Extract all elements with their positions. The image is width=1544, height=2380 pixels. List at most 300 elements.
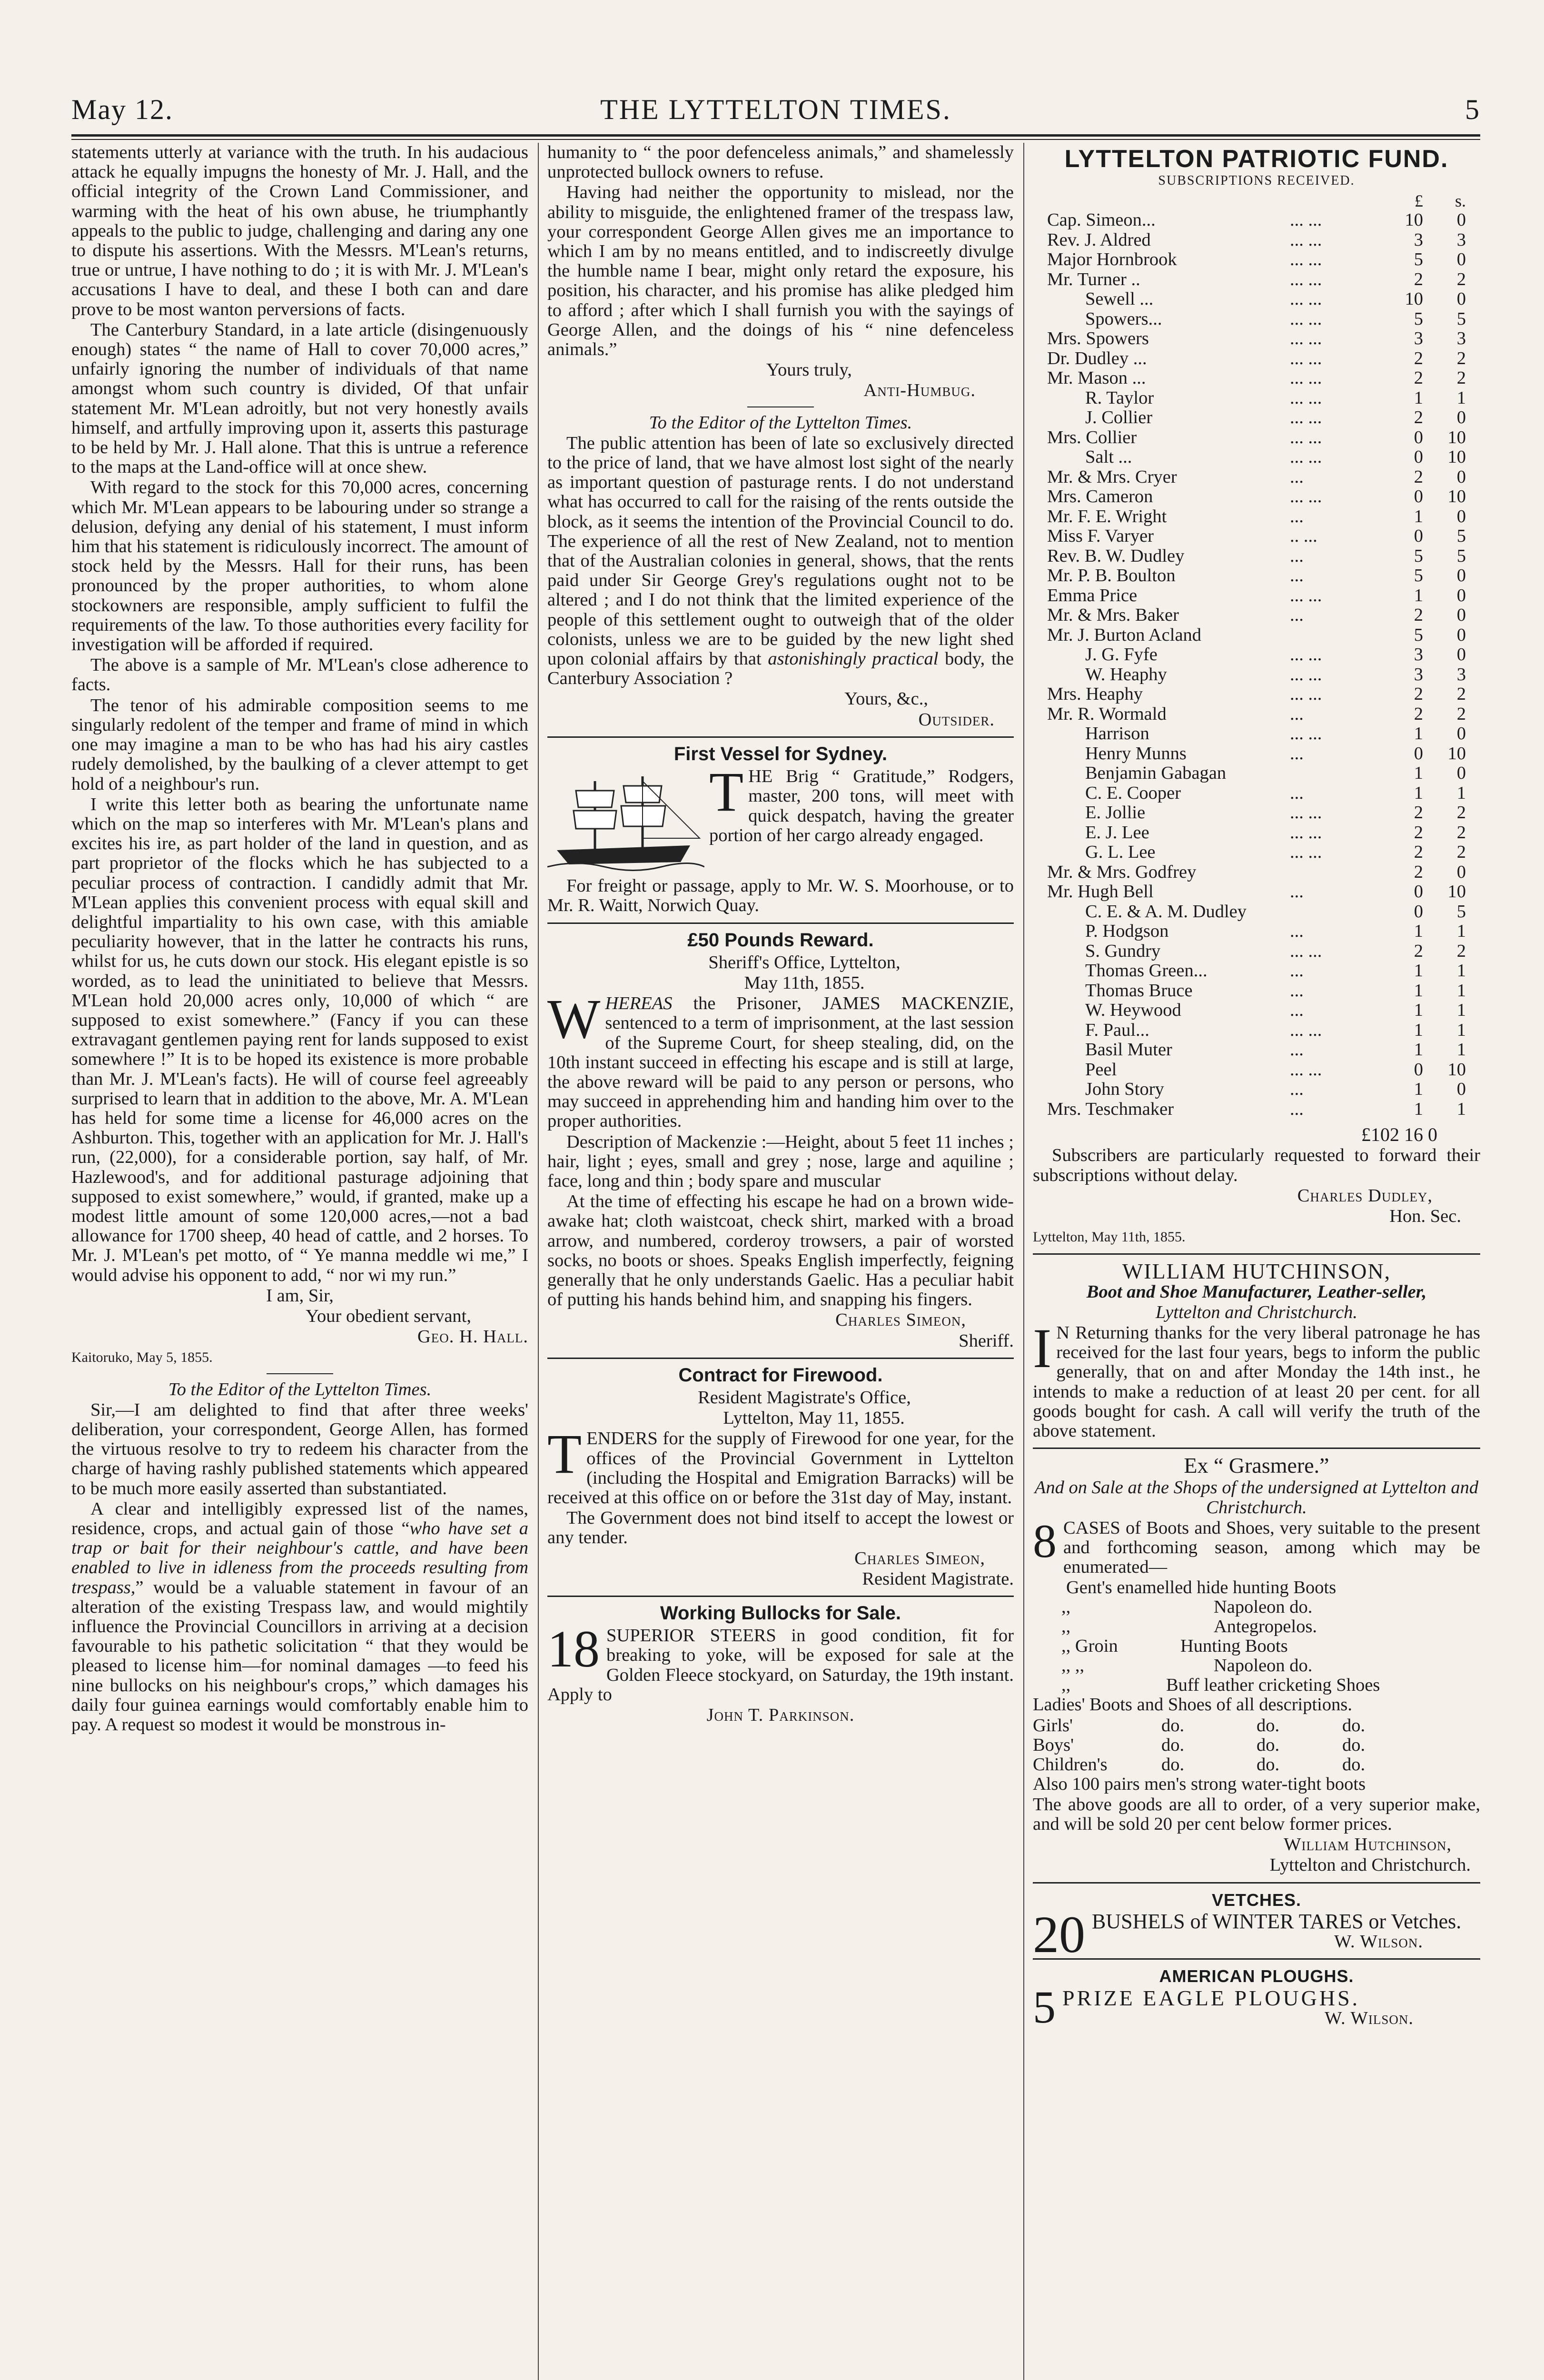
- fund-amount-pounds: 3: [1414, 328, 1423, 349]
- fund-amount-pounds: 0: [1414, 882, 1423, 902]
- fund-amount-shillings: 10: [1447, 486, 1466, 507]
- fund-amount-shillings: 0: [1456, 1079, 1466, 1100]
- dropcap: T: [709, 761, 744, 823]
- fund-amount-pounds: 1: [1414, 1079, 1423, 1100]
- ad-reward-title: Sheriff.: [959, 1330, 1014, 1351]
- fund-subscriber-name: Mr. F. E. Wright: [1047, 506, 1167, 526]
- fund-subscriber-name: Mr. J. Burton Acland: [1047, 625, 1202, 645]
- fund-amount-pounds: 2: [1414, 822, 1423, 843]
- fund-subscriber-name: Mr. & Mrs. Cryer: [1047, 466, 1177, 487]
- fund-amount-shillings: 0: [1456, 585, 1466, 605]
- letter-signature-outsider: Outsider.: [918, 709, 995, 730]
- ad-reward-description: Description of Mackenzie :—Height, about 5 feet 11 inches ; hair, light ; eyes, small and grey ; nose, large and aquiline ; face, long and thin ; body spare and muscular: [547, 1131, 1014, 1191]
- fund-amount-shillings: 1: [1456, 1000, 1466, 1021]
- fund-leader-dots: ...: [1290, 961, 1304, 981]
- ad-ploughs-signature: W. Wilson.: [1325, 2008, 1414, 2028]
- fund-amount-pounds: 2: [1414, 941, 1423, 961]
- fund-amount-pounds: 0: [1414, 486, 1423, 507]
- fund-leader-dots: ...: [1290, 1000, 1304, 1021]
- letter-hall-p5: The tenor of his admirable composition seems to me singularly redolent of the temper and frame of mind in which one may imagine a man to be who has had his airy castles rudely demolished, by the baulking of a clever attempt to get hold of a neighbour's run.: [71, 695, 528, 794]
- fund-row: [1033, 388, 1480, 408]
- fund-amount-pounds: 10: [1405, 210, 1423, 230]
- ad-grasmere-ladies: Ladies' Boots and Shoes of all descriptions.: [1033, 1695, 1352, 1715]
- fund-amount-pounds: 10: [1405, 289, 1423, 309]
- letter-outsider-body: [547, 434, 1014, 689]
- fund-subscriber-name: Basil Muter: [1085, 1040, 1172, 1060]
- ad-grasmere-signature: William Hutchinson,: [1284, 1835, 1452, 1855]
- fund-subscriber-name: F. Paul...: [1085, 1020, 1149, 1040]
- ad-reward-date: May 11th, 1855.: [744, 972, 865, 993]
- goods-cell: Children's: [1033, 1754, 1108, 1775]
- fund-amount-shillings: 2: [1456, 822, 1466, 843]
- ad-sydney-contact: For freight or passage, apply to Mr. W. S. Moorhouse, or to Mr. R. Waitt, Norwich Quay.: [547, 876, 1014, 916]
- ad-firewood-office: Resident Magistrate's Office,: [698, 1387, 911, 1408]
- ad-ploughs-body: PRIZE EAGLE PLOUGHS.: [1062, 1985, 1360, 2010]
- fund-subscriber-name: Mr. & Mrs. Baker: [1047, 605, 1179, 625]
- fund-leader-dots: ... ...: [1290, 249, 1322, 270]
- letter-anti-humbug-p1: Sir,—I am delighted to find that after three weeks' deliberation, your correspondent, George Allen, has formed the virtuous resolve to try to redeem his character from the charge of having rashly published statements which appeared to be much more easily asserted than substantiated.: [71, 1399, 528, 1498]
- fund-subscriber-name: Mrs. Heaphy: [1047, 684, 1143, 704]
- fund-leader-dots: ...: [1290, 565, 1304, 586]
- fund-leader-dots: ...: [1290, 545, 1304, 566]
- fund-amount-pounds: 2: [1414, 803, 1423, 823]
- ad-divider: [547, 922, 1014, 924]
- letter-italic: astonishingly practical: [768, 649, 939, 669]
- fund-amount-pounds: 3: [1414, 229, 1423, 250]
- fund-subscriber-name: Thomas Bruce: [1085, 980, 1193, 1001]
- fund-row: [1033, 704, 1480, 724]
- fund-amount-shillings: 0: [1456, 565, 1466, 586]
- fund-amount-pounds: 2: [1414, 605, 1423, 625]
- goods-item-prefix: ,,: [1061, 1616, 1071, 1637]
- goods-item-desc: Antegropelos.: [1214, 1616, 1317, 1637]
- goods-cell: do.: [1342, 1735, 1366, 1755]
- fund-subscriber-name: E. J. Lee: [1085, 822, 1149, 843]
- fund-row: [1033, 724, 1480, 744]
- ad-grasmere-note: The above goods are all to order, of a very superior make, and will be sold 20 per cent below former prices.: [1033, 1794, 1480, 1835]
- fund-amount-pounds: 1: [1414, 585, 1423, 605]
- ad-vetches-signature: W. Wilson.: [1334, 1932, 1423, 1952]
- column-divider-1: [538, 143, 539, 2380]
- ad-hutchinson-place: Lyttelton and Christchurch.: [1155, 1302, 1358, 1322]
- fund-leader-dots: ... ...: [1290, 803, 1322, 823]
- ad-reward-text: the Prisoner, JAMES MACKENZIE, sentenced to a term of imprisonment, at the last session of the Supreme Court, for sheep stealing, did, on the 10th instant succeed in effecting his escape and is still at large, the above reward will be paid to any person or persons, who may succeed in apprehending him and handing him over to the proper authorities.: [547, 993, 1014, 1131]
- fund-amount-pounds: 5: [1414, 565, 1423, 586]
- ad-ploughs-notice: [1033, 1981, 1480, 2033]
- fund-row: [1033, 566, 1480, 586]
- fund-amount-pounds: 2: [1414, 368, 1423, 388]
- ad-divider: [1033, 1882, 1480, 1884]
- letter-heading-editor: To the Editor of the Lyttelton Times.: [168, 1379, 432, 1399]
- fund-amount-pounds: 1: [1414, 1020, 1423, 1040]
- goods-item: [1033, 1676, 1480, 1695]
- fund-subscriber-name: Miss F. Varyer: [1047, 526, 1154, 546]
- letter-hall-p3: With regard to the stock for this 70,000 acres, concerning which Mr. M'Lean appears to be labouring under so strange a delusion, defying any denial of his statement, I must inform him that his statement is ridiculously incorrect. The amount of stock held by the Messrs. Hall for their runs, has been pronounced by the proper authorities, to whom alone stockowners are responsible, amply sufficient to fulfil the requirements of the law. To those authorities every facility for investigation will be afforded if required.: [71, 477, 528, 655]
- goods-cell: do.: [1257, 1754, 1280, 1775]
- fund-leader-dots: ...: [1290, 1040, 1304, 1060]
- goods-cell: do.: [1342, 1715, 1366, 1735]
- fund-subscriber-name: Mr. Hugh Bell: [1047, 882, 1154, 902]
- issue-date: May 12.: [71, 94, 173, 125]
- fund-subscriber-name: Cap. Simeon...: [1047, 210, 1156, 230]
- fund-amount-shillings: 2: [1456, 704, 1466, 724]
- fund-subscriber-name: C. E. Cooper: [1085, 783, 1181, 803]
- sailing-ship-icon: [547, 767, 704, 876]
- goods-item-desc: Napoleon do.: [1214, 1597, 1313, 1617]
- fund-amount-shillings: 0: [1456, 862, 1466, 882]
- fund-header-pounds: £: [1415, 191, 1423, 211]
- fund-amount-shillings: 3: [1456, 328, 1466, 349]
- ad-vetches-number: 20: [1033, 1905, 1085, 1964]
- fund-row: [1033, 1080, 1480, 1100]
- fund-subscriber-name: Major Hornbrook: [1047, 249, 1177, 270]
- fund-amount-pounds: 2: [1414, 862, 1423, 882]
- letter-hall-p4: The above is a sample of Mr. M'Lean's close adherence to facts.: [71, 655, 528, 695]
- ad-grasmere-subheading: And on Sale at the Shops of the undersigned at Lyttelton and Christchurch.: [1034, 1478, 1479, 1517]
- fund-total: [1033, 1124, 1480, 1146]
- fund-leader-dots: ...: [1290, 506, 1304, 526]
- fund-amount-shillings: 2: [1456, 803, 1466, 823]
- fund-amount-shillings: 0: [1456, 466, 1466, 487]
- fund-subscriber-name: Spowers...: [1085, 308, 1162, 329]
- fund-signature-title: Hon. Sec.: [1389, 1206, 1461, 1227]
- ad-reward-whereas: HEREAS: [605, 993, 673, 1014]
- fund-subscriber-name: Mr. Turner ..: [1047, 269, 1140, 289]
- fund-amount-pounds: 2: [1414, 842, 1423, 863]
- fund-leader-dots: ... ...: [1290, 664, 1322, 684]
- ad-hutchinson-name: WILLIAM HUTCHINSON,: [1122, 1259, 1391, 1284]
- ad-firewood-signature: Charles Simeon,: [854, 1548, 985, 1568]
- fund-amount-shillings: 2: [1456, 269, 1466, 289]
- ad-firewood-notice: [547, 1423, 1014, 1507]
- ad-ploughs-number: 5: [1033, 1981, 1056, 2033]
- ad-hutchinson-trade: Boot and Shoe Manufacturer, Leather-seller,: [1086, 1281, 1427, 1302]
- fund-subscriber-name: W. Heywood: [1085, 1000, 1181, 1021]
- column-2: [547, 143, 1014, 1726]
- ad-bullocks-signature: John T. Parkinson.: [706, 1705, 855, 1726]
- fund-leader-dots: ...: [1290, 743, 1304, 764]
- fund-leader-dots: ...: [1290, 783, 1304, 803]
- fund-row: [1033, 823, 1480, 843]
- fund-row: [1033, 645, 1480, 665]
- fund-row: [1033, 309, 1480, 329]
- goods-item-desc: Napoleon do.: [1214, 1656, 1313, 1676]
- ad-bullocks-number: 18: [547, 1620, 600, 1678]
- ad-firewood-body: ENDERS for the supply of Firewood for one year, for the offices of the Provincial Government in Lyttelton (including the Hospital and Emigration Barracks) will be received at this office on or before the 31st day of May, instant.: [547, 1428, 1014, 1507]
- fund-subtitle: SUBSCRIPTIONS RECEIVED.: [1158, 173, 1355, 188]
- fund-amount-pounds: 0: [1414, 427, 1423, 447]
- ad-bullocks-body: SUPERIOR STEERS in good condition, fit for breaking to yoke, will be exposed for sale at the Golden Fleece stockyard, on Saturday, the 19th instant. Apply to: [547, 1626, 1014, 1705]
- fund-amount-shillings: 1: [1456, 387, 1466, 408]
- fund-leader-dots: ...: [1290, 980, 1304, 1001]
- goods-row: [1033, 1735, 1480, 1755]
- fund-leader-dots: ...: [1290, 1099, 1304, 1119]
- fund-leader-dots: ...: [1290, 605, 1304, 625]
- fund-amount-shillings: 0: [1456, 605, 1466, 625]
- ad-grasmere-also: Also 100 pairs men's strong water-tight boots: [1033, 1774, 1366, 1794]
- fund-date: Lyttelton, May 11th, 1855.: [1033, 1229, 1186, 1245]
- ad-divider: [547, 1596, 1014, 1597]
- letter-anti-humbug-p2: [71, 1499, 528, 1735]
- fund-amount-shillings: 1: [1456, 1040, 1466, 1060]
- fund-amount-pounds: 0: [1414, 743, 1423, 764]
- fund-row: [1033, 467, 1480, 487]
- newspaper-title: THE LYTTELTON TIMES.: [600, 94, 951, 125]
- ad-grasmere-items: [1033, 1578, 1480, 1695]
- fund-row: [1033, 428, 1480, 448]
- fund-title: LYTTELTON PATRIOTIC FUND.: [1064, 145, 1449, 173]
- fund-subscriber-name: John Story: [1085, 1079, 1164, 1100]
- fund-leader-dots: ...: [1290, 921, 1304, 942]
- goods-item: [1033, 1636, 1480, 1656]
- ad-firewood-note: The Government does not bind itself to accept the lowest or any tender.: [547, 1508, 1014, 1548]
- fund-amount-shillings: 1: [1456, 783, 1466, 803]
- fund-amount-shillings: 0: [1456, 407, 1466, 428]
- fund-amount-shillings: 1: [1456, 1020, 1466, 1040]
- fund-subscriber-name: E. Jollie: [1085, 803, 1146, 823]
- letter-text: body, the Canterbury Association ?: [547, 649, 1014, 689]
- goods-row: [1033, 1755, 1480, 1775]
- fund-amount-shillings: 5: [1456, 901, 1466, 922]
- fund-row: [1033, 210, 1480, 230]
- dropcap: I: [1033, 1317, 1052, 1380]
- fund-amount-shillings: 2: [1456, 368, 1466, 388]
- dropcap: W: [547, 988, 601, 1051]
- fund-leader-dots: ... ...: [1290, 724, 1322, 744]
- fund-amount-shillings: 1: [1456, 961, 1466, 981]
- fund-amount-pounds: 3: [1414, 645, 1423, 665]
- fund-amount-pounds: 0: [1414, 447, 1423, 467]
- ad-vetches-notice: [1033, 1905, 1480, 1964]
- ad-firewood-heading: Contract for Firewood.: [678, 1364, 883, 1386]
- fund-row: [1033, 744, 1480, 764]
- fund-amount-pounds: 1: [1414, 961, 1423, 981]
- fund-leader-dots: ... ...: [1290, 229, 1322, 250]
- fund-leader-dots: .. ...: [1290, 526, 1317, 546]
- fund-row: [1033, 408, 1480, 428]
- fund-leader-dots: ... ...: [1290, 645, 1322, 665]
- letter-signature-anti-humbug: Anti-Humbug.: [863, 380, 976, 401]
- fund-row: [1033, 250, 1480, 270]
- fund-leader-dots: ... ...: [1290, 387, 1322, 408]
- fund-amount-pounds: 1: [1414, 783, 1423, 803]
- fund-subscriber-name: P. Hodgson: [1085, 921, 1169, 942]
- fund-amount-shillings: 0: [1456, 625, 1466, 645]
- fund-row: [1033, 1060, 1480, 1080]
- fund-amount-shillings: 10: [1447, 447, 1466, 467]
- fund-amount-pounds: 2: [1414, 466, 1423, 487]
- ad-reward-office: Sheriff's Office, Lyttelton,: [708, 952, 901, 972]
- fund-row: [1033, 902, 1480, 922]
- letter-hall-closing: I am, Sir,: [266, 1285, 334, 1306]
- ad-divider: [1033, 1253, 1480, 1255]
- fund-amount-shillings: 5: [1456, 526, 1466, 546]
- fund-header-shillings: s.: [1455, 191, 1466, 211]
- fund-amount-pounds: 2: [1414, 348, 1423, 368]
- fund-subscriber-name: Sewell ...: [1085, 289, 1154, 309]
- fund-subscriber-name: W. Heaphy: [1085, 664, 1167, 684]
- fund-row: [1033, 843, 1480, 863]
- fund-amount-shillings: 5: [1456, 545, 1466, 566]
- ad-grasmere-number: 8: [1033, 1514, 1057, 1567]
- fund-subscriber-name: Benjamin Gabagan: [1085, 763, 1227, 783]
- ad-reward-signature: Charles Simeon,: [835, 1310, 966, 1330]
- fund-amount-pounds: 1: [1414, 724, 1423, 744]
- fund-row: [1033, 368, 1480, 388]
- ad-sydney-body: HE Brig “ Gratitude,” Rodgers, master, 200 tons, will meet with quick despatch, having the greater portion of her cargo already engaged.: [709, 766, 1014, 845]
- goods-item: [1033, 1656, 1480, 1676]
- ad-reward-heading: £50 Pounds Reward.: [687, 929, 874, 951]
- goods-cell: Boys': [1033, 1735, 1074, 1755]
- fund-row: [1033, 665, 1480, 685]
- fund-amount-pounds: 1: [1414, 1000, 1423, 1021]
- fund-row: [1033, 507, 1480, 527]
- goods-cell: do.: [1342, 1754, 1366, 1775]
- fund-subscriber-name: C. E. & A. M. Dudley: [1085, 901, 1247, 922]
- ad-divider: [547, 1358, 1014, 1359]
- letter-hall-p6: I write this letter both as bearing the unfortunate name which on the map so interferes with Mr. M'Lean's plans and excites his ire, as part holder of the land in question, and as part proprietor of the flocks which he has subjected to a peculiar process of contraction. I candidly admit that Mr. M'Lean applies this convenient process with equal skill and delightful impartiality to his own case, with this amiable peculiarity however, that in the latter he contracts his runs, whilst for us, he cuts down our stock. His elegant epistle is so worded, as to lead the uninitiated to believe that Messrs. M'Lean hold 20,000 acres only, 10,000 of which “ are supposed to exist somewhere.” (Fancy if you can these extravagant gentlemen paying rent for lands supposed to exist somewhere !” It is to be hoped its existence is more probable than Mr. J. M'Lean's facts). He will of course feel agreeably surprised to learn that in addition to the above, Mr. A. M'Lean has held for some time a license for 46,000 acres on the Ashburton. This, together with an application for Mr. J. Hall's run, (22,000), for a considerable portion, say half, of Mr. Hazlewood's, and for additional pasturage adjoining that supposed to exist somewhere,” would, if granted, make up a modest little amount of some 120,000 acres,—not a bad allowance for 1700 sheep, 40 head of cattle, and 2 horses. To Mr. J. M'Lean's pet motto, of “ Ye manna meddle wi me,” I would advise his opponent to add, “ nor wi my run.”: [71, 794, 528, 1285]
- fund-row: [1033, 942, 1480, 962]
- fund-leader-dots: ... ...: [1290, 427, 1322, 447]
- fund-subscriber-name: Thomas Green...: [1085, 961, 1207, 981]
- ad-bullocks-notice: [547, 1620, 1014, 1705]
- fund-leader-dots: ... ...: [1290, 684, 1322, 704]
- fund-amount-shillings: 2: [1456, 941, 1466, 961]
- goods-cell: do.: [1161, 1754, 1185, 1775]
- fund-leader-dots: ... ...: [1290, 1020, 1322, 1040]
- fund-amount-shillings: 10: [1447, 882, 1466, 902]
- fund-subscriber-name: Mrs. Teschmaker: [1047, 1099, 1174, 1119]
- fund-subscriber-name: Henry Munns: [1085, 743, 1187, 764]
- fund-leader-dots: ...: [1290, 466, 1304, 487]
- goods-item-prefix: ,, ,,: [1061, 1656, 1085, 1676]
- fund-row: [1033, 230, 1480, 250]
- goods-item-prefix: ,,: [1061, 1675, 1071, 1696]
- ad-grasmere-notice: [1033, 1514, 1480, 1577]
- fund-amount-shillings: 1: [1456, 980, 1466, 1001]
- fund-subscriber-name: R. Taylor: [1085, 387, 1154, 408]
- fund-subscriber-name: Mrs. Cameron: [1047, 486, 1153, 507]
- goods-cell: do.: [1161, 1735, 1185, 1755]
- fund-leader-dots: ... ...: [1290, 585, 1322, 605]
- fund-amount-shillings: 10: [1447, 1059, 1466, 1080]
- fund-subscriber-name: Rev. B. W. Dudley: [1047, 545, 1185, 566]
- fund-row: [1033, 526, 1480, 546]
- fund-subscriber-name: Harrison: [1085, 724, 1149, 744]
- fund-subscriber-name: Peel: [1085, 1059, 1117, 1080]
- fund-note: Subscribers are particularly requested to forward their subscriptions without delay.: [1033, 1145, 1480, 1185]
- fund-subscriber-name: Mr. Mason ...: [1047, 368, 1146, 388]
- ad-vetches-heading: VETCHES.: [1211, 1890, 1302, 1910]
- ad-reward-notice: [547, 988, 1014, 1131]
- fund-subscriber-name: J. Collier: [1085, 407, 1153, 428]
- fund-leader-dots: ... ...: [1290, 941, 1322, 961]
- column-divider-2: [1023, 143, 1024, 2380]
- fund-row: [1033, 882, 1480, 902]
- letter-heading-editor-2: To the Editor of the Lyttelton Times.: [649, 412, 912, 433]
- column-3: [1033, 143, 1480, 2033]
- fund-amount-shillings: 2: [1456, 842, 1466, 863]
- fund-amount-shillings: 0: [1456, 249, 1466, 270]
- fund-leader-dots: ... ...: [1290, 289, 1322, 309]
- fund-amount-shillings: 10: [1447, 743, 1466, 764]
- fund-row: [1033, 605, 1480, 625]
- goods-item-desc: Hunting Boots: [1180, 1636, 1288, 1656]
- goods-item-prefix: Gent's enamelled hide hunting Boots: [1066, 1577, 1336, 1598]
- fund-amount-pounds: 1: [1414, 763, 1423, 783]
- fund-subscriptions-list: [1033, 210, 1480, 1119]
- fund-leader-dots: ...: [1290, 882, 1304, 902]
- fund-amount-shillings: 0: [1456, 645, 1466, 665]
- fund-leader-dots: ...: [1290, 1079, 1304, 1100]
- fund-amount-pounds: 1: [1414, 980, 1423, 1001]
- fund-amount-pounds: 2: [1414, 269, 1423, 289]
- goods-row: [1033, 1716, 1480, 1735]
- masthead-rule-thin: [71, 139, 1480, 140]
- fund-amount-pounds: 2: [1414, 684, 1423, 704]
- fund-leader-dots: ... ...: [1290, 1059, 1322, 1080]
- letter-hall-closing-2: Your obedient servant,: [306, 1306, 471, 1326]
- fund-leader-dots: ... ...: [1290, 348, 1322, 368]
- ad-grasmere-signature-place: Lyttelton and Christchurch.: [1269, 1855, 1471, 1875]
- fund-amount-pounds: 2: [1414, 407, 1423, 428]
- goods-item-prefix: ,, Groin: [1061, 1636, 1118, 1656]
- fund-leader-dots: ... ...: [1290, 328, 1322, 349]
- letter-quote-italic: who have set a trap or bait for their neighbour's cattle, and have been enabled to live in idleness from the proceeds resulting from trespass,: [71, 1518, 529, 1597]
- fund-row: [1033, 863, 1480, 883]
- fund-amount-pounds: 2: [1414, 704, 1423, 724]
- fund-amount-shillings: 2: [1456, 348, 1466, 368]
- letter-text: A clear and intelligibly expressed list of the names, residence, crops, and actual gain of those “: [71, 1498, 528, 1539]
- fund-subscriber-name: Mrs. Collier: [1047, 427, 1137, 447]
- fund-amount-shillings: 1: [1456, 921, 1466, 942]
- fund-subscriber-name: Rev. J. Aldred: [1047, 229, 1151, 250]
- fund-amount-shillings: 0: [1456, 210, 1466, 230]
- fund-amount-shillings: 0: [1456, 506, 1466, 526]
- fund-amount-shillings: 10: [1447, 427, 1466, 447]
- fund-leader-dots: ... ...: [1290, 447, 1322, 467]
- fund-amount-pounds: 5: [1414, 308, 1423, 329]
- fund-amount-shillings: 1: [1456, 1099, 1466, 1119]
- fund-amount-shillings: 0: [1456, 724, 1466, 744]
- fund-row: [1033, 684, 1480, 704]
- letter-cont-p2: Having had neither the opportunity to mislead, nor the ability to misguide, the enlightened framer of the trespass law, your correspondent George Allen gives me an importance to which I am by no means entitled, and to indiscreetly divulge the humble name I bear, might only retard the exposure, his position, his character, and his promise has alike pledged him to afford ; after which I shall furnish you with the sayings of George Allen, and the doings of his “ nine defenceless animals.”: [547, 182, 1014, 360]
- column-1: [71, 143, 528, 1735]
- fund-row: [1033, 961, 1480, 981]
- fund-subscriber-name: Mrs. Spowers: [1047, 328, 1149, 349]
- fund-row: [1033, 1040, 1480, 1060]
- goods-cell: Girls': [1033, 1715, 1073, 1735]
- ad-firewood-date: Lyttelton, May 11, 1855.: [723, 1408, 905, 1428]
- goods-cell: do.: [1161, 1715, 1185, 1735]
- ad-sydney: [547, 761, 1014, 916]
- ad-divider: [1033, 1448, 1480, 1449]
- fund-leader-dots: ... ...: [1290, 822, 1322, 843]
- fund-leader-dots: ... ...: [1290, 407, 1322, 428]
- fund-amount-pounds: 1: [1414, 1099, 1423, 1119]
- fund-column-headers: [1033, 191, 1480, 210]
- fund-amount-shillings: 0: [1456, 289, 1466, 309]
- fund-row: [1033, 349, 1480, 369]
- fund-leader-dots: ... ...: [1290, 842, 1322, 863]
- fund-row: [1033, 289, 1480, 309]
- fund-row: [1033, 1021, 1480, 1041]
- goods-item-desc: Buff leather cricketing Shoes: [1166, 1675, 1380, 1696]
- masthead: [71, 93, 1480, 126]
- ad-grasmere-body: CASES of Boots and Shoes, very suitable to the present and forthcoming season, among which may be enumerated—: [1063, 1517, 1480, 1577]
- fund-signature: Charles Dudley,: [1297, 1185, 1433, 1206]
- fund-amount-pounds: 1: [1414, 921, 1423, 942]
